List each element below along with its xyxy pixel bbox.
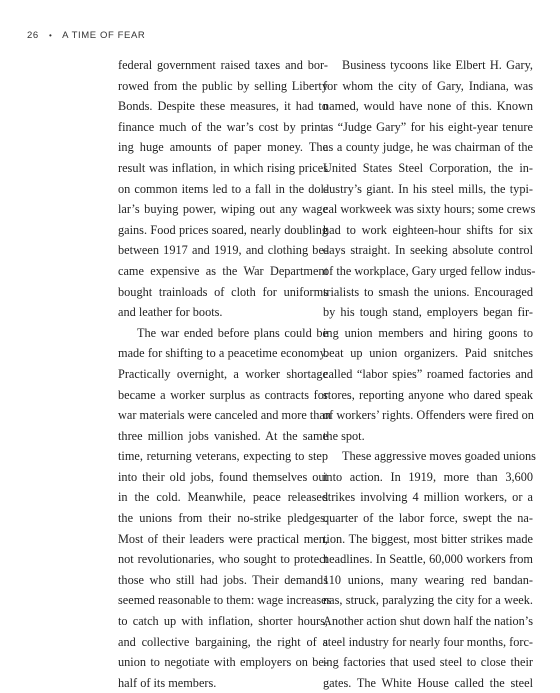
text-line: strikes involving 4 million workers, or a xyxy=(323,490,533,505)
text-line: on common items led to a fall in the dol- xyxy=(118,181,328,196)
text-line: The war ended before plans could be xyxy=(137,325,328,340)
text-line: by his tough stand, employers began fir- xyxy=(323,305,533,320)
left-column xyxy=(118,55,332,693)
text-line: ing factories that used steel to close their xyxy=(323,655,533,670)
text-line: in the cold. Meanwhile, peace released xyxy=(118,490,328,505)
text-line: made for shifting to a peacetime economy. xyxy=(118,346,328,361)
text-line: called “labor spies” roamed factories and xyxy=(323,366,533,381)
text-line: ing huge amounts of paper money. The xyxy=(118,140,328,155)
text-line: became a worker surplus as contracts for xyxy=(118,387,328,402)
text-line: for whom the city of Gary, Indiana, was xyxy=(323,78,533,93)
text-line: stores, reporting anyone who dared speak xyxy=(323,387,533,402)
text-line: United States Steel Corporation, the in- xyxy=(323,160,533,175)
header-separator: • xyxy=(49,31,53,40)
text-line: three million jobs vanished. At the same xyxy=(118,428,328,443)
text-line: steel industry for nearly four months, forc- xyxy=(323,634,534,649)
text-line: lar’s buying power, wiping out any wage xyxy=(118,202,328,217)
text-line: Business tycoons like Elbert H. Gary, xyxy=(342,58,533,72)
text-line: and collective bargaining, the right of a xyxy=(118,634,328,649)
text-line: Another action shut down half the nation’s xyxy=(323,614,533,629)
text-line: had to work eighteen-hour shifts for six xyxy=(323,222,533,237)
text-line: federal government raised taxes and bor- xyxy=(118,58,328,72)
text-line: Practically overnight, a worker shortage xyxy=(118,366,328,381)
text-line: trialists to smash the unions. Encouraged xyxy=(323,284,533,299)
text-line: bought trainloads of cloth for uniforms xyxy=(118,284,328,299)
text-line: days straight. In seeking absolute control xyxy=(323,243,533,258)
text-line: seemed reasonable to them: wage increases xyxy=(118,593,332,608)
text-line: headlines. In Seattle, 60,000 workers from xyxy=(323,552,533,567)
text-line: as a county judge, he was chairman of the xyxy=(323,140,533,155)
text-line: beat up union organizers. Paid snitches xyxy=(323,346,533,361)
text-line: rowed from the public by selling Liberty xyxy=(118,78,328,93)
text-line: between 1917 and 1919, and clothing be- xyxy=(118,243,328,258)
running-head xyxy=(27,30,145,41)
text-line: dustry’s giant. In his steel mills, the typi- xyxy=(323,181,533,196)
text-line: into their old jobs, found themselves out xyxy=(118,469,328,484)
text-line: the spot. xyxy=(323,428,365,443)
right-column xyxy=(323,55,536,693)
running-title: A TIME OF FEAR xyxy=(62,30,146,41)
text-line: union to negotiate with employers on be- xyxy=(118,655,328,670)
text-line: gates. The White House called the steel xyxy=(323,675,533,690)
text-line: named, would have none of this. Known xyxy=(323,99,533,114)
text-line: quarter of the labor force, swept the na- xyxy=(323,511,533,526)
text-line: Most of their leaders were practical men, xyxy=(118,531,328,546)
text-line: These aggressive moves goaded unions xyxy=(342,449,536,464)
text-line: of the workplace, Gary urged fellow indus- xyxy=(323,263,536,278)
text-line: into action. In 1919, more than 3,600 xyxy=(323,469,533,484)
text-line: to catch up with inflation, shorter hours, xyxy=(118,614,328,629)
text-line: Bonds. Despite these measures, it had to xyxy=(118,99,328,114)
text-line: result was inflation, in which rising prices xyxy=(118,160,328,175)
text-line: tion. The biggest, most bitter strikes made xyxy=(323,531,533,546)
text-line: time, returning veterans, expecting to step xyxy=(118,449,328,464)
text-line: the unions from their no-strike pledges. xyxy=(118,511,328,526)
text-line: those who still had jobs. Their demands xyxy=(118,572,328,587)
text-line: came expensive as the War Department xyxy=(118,263,328,278)
text-line: not revolutionaries, who sought to protect xyxy=(118,552,328,567)
text-line: ing union members and hiring goons to xyxy=(323,325,533,340)
text-line: nas, struck, paralyzing the city for a week. xyxy=(323,593,533,608)
page-number: 26 xyxy=(27,30,39,41)
text-line: finance much of the war’s cost by print- xyxy=(118,119,328,134)
text-line: 110 unions, many wearing red bandan- xyxy=(323,572,533,587)
text-line: cal workweek was sixty hours; some crews xyxy=(323,202,536,217)
text-line: of workers’ rights. Offenders were fired on xyxy=(323,408,534,423)
text-line: and leather for boots. xyxy=(118,305,223,320)
text-line: half of its members. xyxy=(118,675,217,690)
text-line: war materials were canceled and more than xyxy=(118,408,332,423)
text-line: gains. Food prices soared, nearly doubling xyxy=(118,222,328,237)
text-line: as “Judge Gary” for his eight-year tenure xyxy=(323,119,533,134)
